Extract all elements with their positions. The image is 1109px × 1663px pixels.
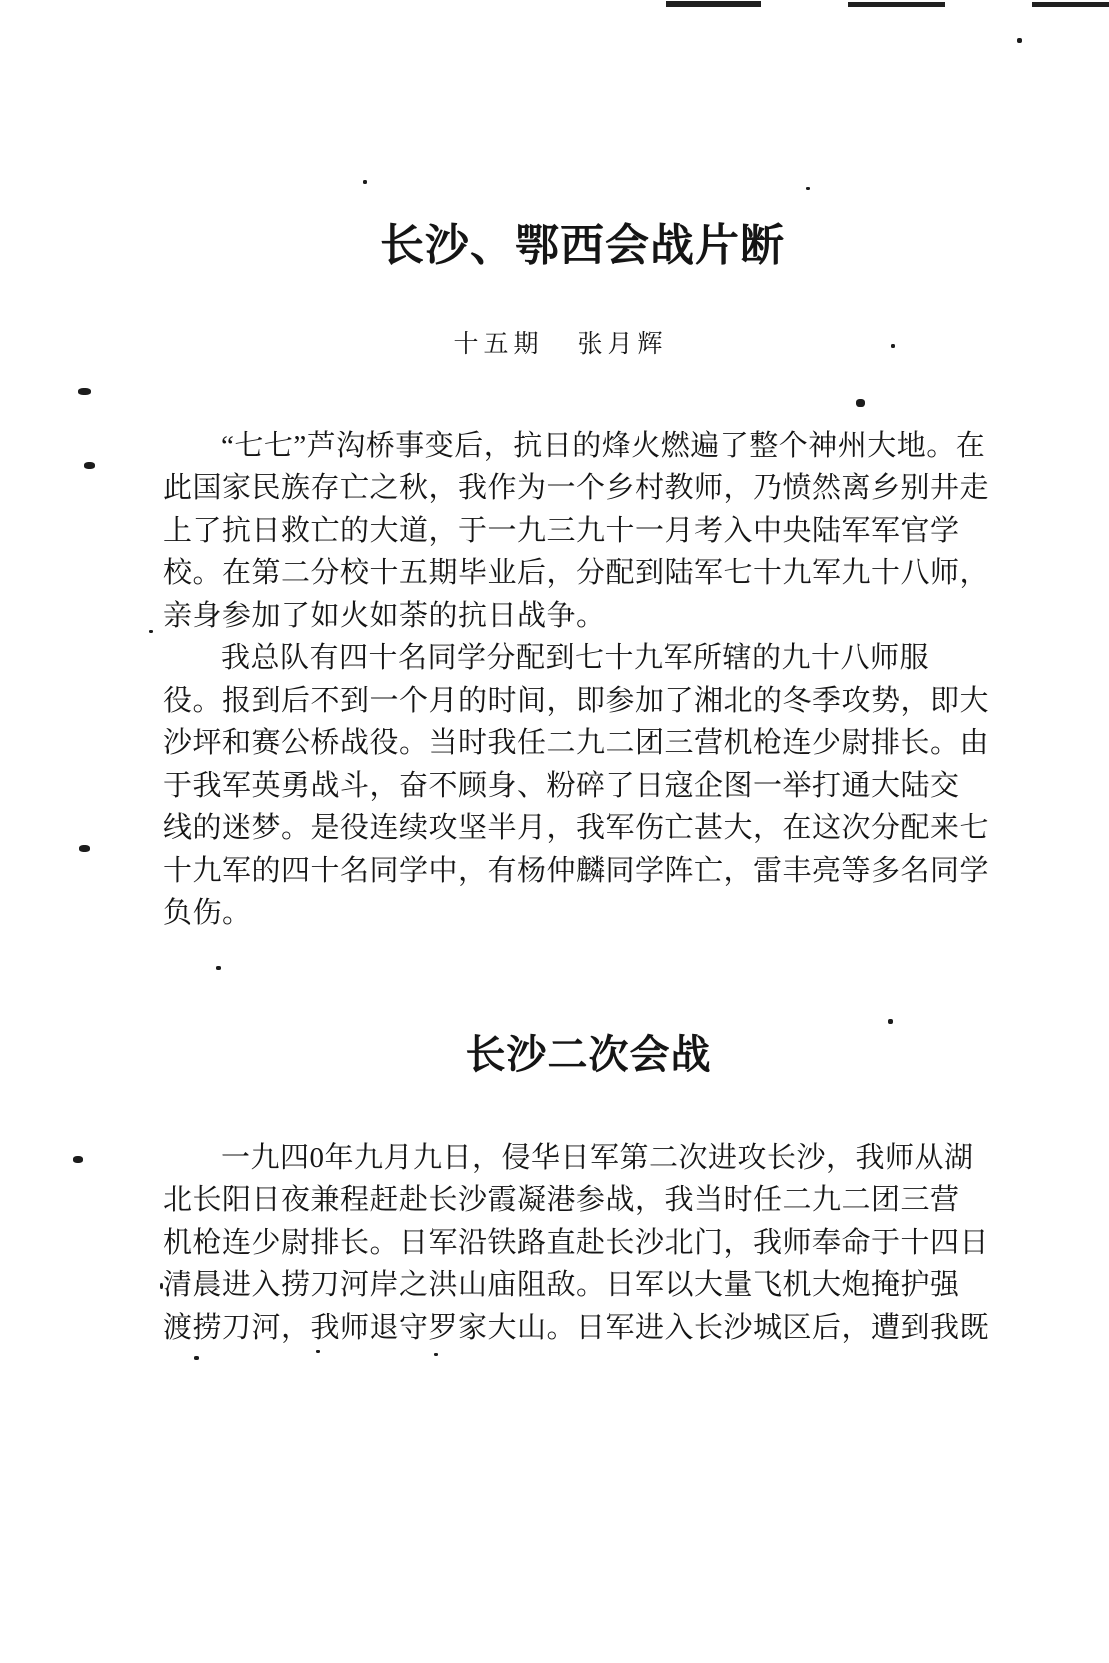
byline <box>163 330 958 360</box>
text-line: 役。报到后不到一个月的时间，即参加了湘北的冬季攻势，即大 <box>163 684 990 717</box>
text-line: 十九军的四十名同学中，有杨仲麟同学阵亡，雷丰亮等多名同学 <box>163 854 990 887</box>
section-paragraphs <box>163 1137 1109 1350</box>
text-line: 清晨进入捞刀河岸之洪山庙阻敌。日军以大量飞机大炮掩护强 <box>163 1269 960 1302</box>
paragraph <box>163 637 1109 935</box>
scan-mark <box>194 1356 199 1360</box>
text-line: “七七”芦沟桥事变后，抗日的烽火燃遍了整个神州大地。在 <box>221 429 986 462</box>
scan-mark <box>73 1156 83 1163</box>
scan-mark <box>79 845 90 852</box>
text-line: 北长阳日夜兼程赶赴长沙霞凝港参战，我当时任二九二团三营 <box>163 1184 960 1217</box>
text-line: 此国家民族存亡之秋，我作为一个乡村教师，乃愤然离乡别井走 <box>163 472 990 505</box>
text-line: 负伤。 <box>163 897 252 930</box>
text-line: 沙坪和赛公桥战役。当时我任二九二团三营机枪连少尉排长。由 <box>163 727 990 760</box>
top-rule <box>1032 2 1109 7</box>
author-cohort: 十五期 <box>453 330 544 358</box>
scan-mark <box>888 1019 893 1024</box>
text-line: 校。在第二分校十五期毕业后，分配到陆军七十九军九十八师， <box>163 557 990 590</box>
text-line: 一九四0年九月九日，侵华日军第二次进攻长沙，我师从湖 <box>221 1141 974 1174</box>
paragraph <box>163 425 1109 638</box>
scan-mark <box>149 630 153 633</box>
scan-mark <box>160 1283 163 1289</box>
intro-paragraphs <box>163 425 1109 935</box>
text-line: 上了抗日救亡的大道，于一九三九十一月考入中央陆军军官学 <box>163 514 960 547</box>
scan-mark <box>316 1350 320 1353</box>
scan-mark <box>856 399 865 407</box>
text-line: 我总队有四十名同学分配到七十九军所辖的九十八师服 <box>221 642 930 675</box>
text-line: 机枪连少尉排长。日军沿铁路直赴长沙北门，我师奉命于十四日 <box>163 1226 990 1259</box>
page-number <box>163 1361 1109 1391</box>
scan-mark <box>216 966 221 970</box>
scan-mark <box>78 388 91 395</box>
scan-mark <box>434 1353 438 1356</box>
scan-mark <box>1017 38 1022 43</box>
text-line: 亲身参加了如火如荼的抗日战争。 <box>163 599 606 632</box>
text-line: 线的迷梦。是役连续攻坚半月，我军伤亡甚大，在这次分配来七 <box>163 812 990 845</box>
text-line: 渡捞刀河，我师退守罗家大山。日军进入长沙城区后，遭到我既 <box>163 1311 990 1344</box>
text-line: 于我军英勇战斗，奋不顾身、粉碎了日寇企图一举打通大陆交 <box>163 769 960 802</box>
article-title: 长沙、鄂西会战片断 <box>380 221 785 270</box>
scan-mark <box>84 462 95 469</box>
scan-mark <box>891 344 895 348</box>
section-heading: 长沙二次会战 <box>465 1031 712 1077</box>
paragraph <box>163 1137 1109 1350</box>
author-name: 张月辉 <box>577 330 668 358</box>
